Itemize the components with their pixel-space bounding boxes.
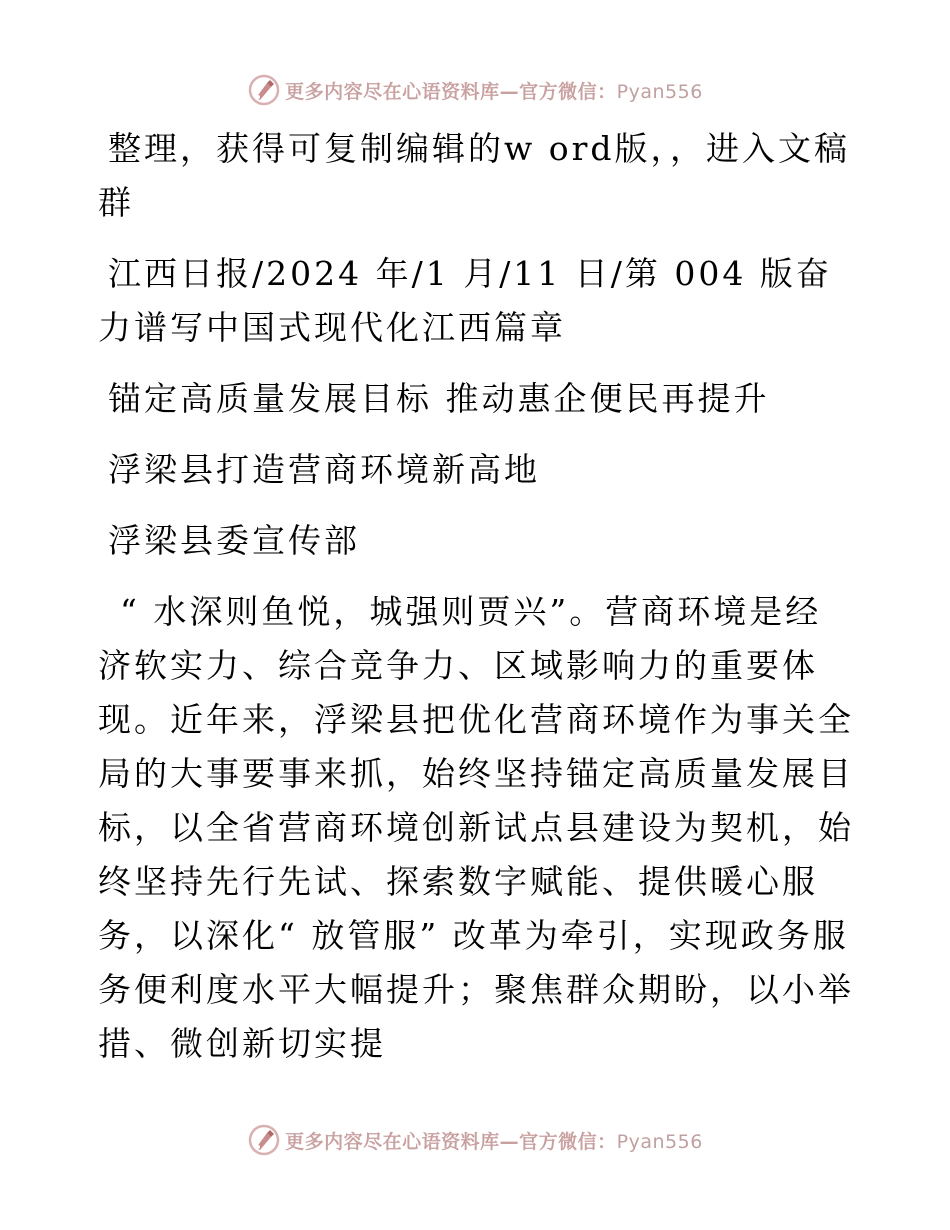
doc-paragraph-source: 江西日报/2024 年/1 月/11 日/第 004 版奋力谱写中国式现代化江西篇章 bbox=[98, 254, 832, 347]
watermark-text bbox=[285, 77, 703, 104]
doc-paragraph-note: 整理，获得可复制编辑的w ord版，，进入文稿群 bbox=[98, 129, 851, 222]
pen-nib-logo-icon bbox=[247, 1123, 281, 1157]
doc-paragraph-headline: 锚定高质量发展目标 推动惠企便民再提升 bbox=[108, 379, 770, 418]
header-watermark bbox=[0, 72, 950, 108]
pen-nib-logo-icon bbox=[247, 73, 281, 107]
watermark-wechat-id: Pyan556 bbox=[616, 1130, 703, 1153]
watermark-brand: 更多内容尽在心语资料库—官方微信： bbox=[285, 80, 617, 103]
doc-paragraph-author: 浮梁县委宣传部 bbox=[108, 521, 360, 560]
doc-paragraph-subheadline: 浮梁县打造营商环境新高地 bbox=[108, 450, 540, 489]
watermark-text bbox=[285, 1127, 703, 1154]
watermark-wechat-id: Pyan556 bbox=[616, 80, 703, 103]
document-body bbox=[98, 122, 854, 1088]
footer-watermark bbox=[0, 1122, 950, 1158]
watermark-brand: 更多内容尽在心语资料库—官方微信： bbox=[285, 1130, 617, 1153]
doc-paragraph-body: “ 水深则鱼悦，城强则贾兴”。营商环境是经济软实力、综合竞争力、区域影响力的重要体现。近年来，浮梁县把优化营商环境作为事关全局的大事要事来抓，始终坚持锚定高质量发展目标，以全省营商环境创新试点县建设为契机，始终坚持先行先试、探索数字赋能、提供暖心服务，以深化“ 放管服” 改革为牵引，实现政务服务便利度水平大幅提升；聚焦群众期盼，以小举措、微创新切实提 bbox=[98, 592, 854, 1063]
